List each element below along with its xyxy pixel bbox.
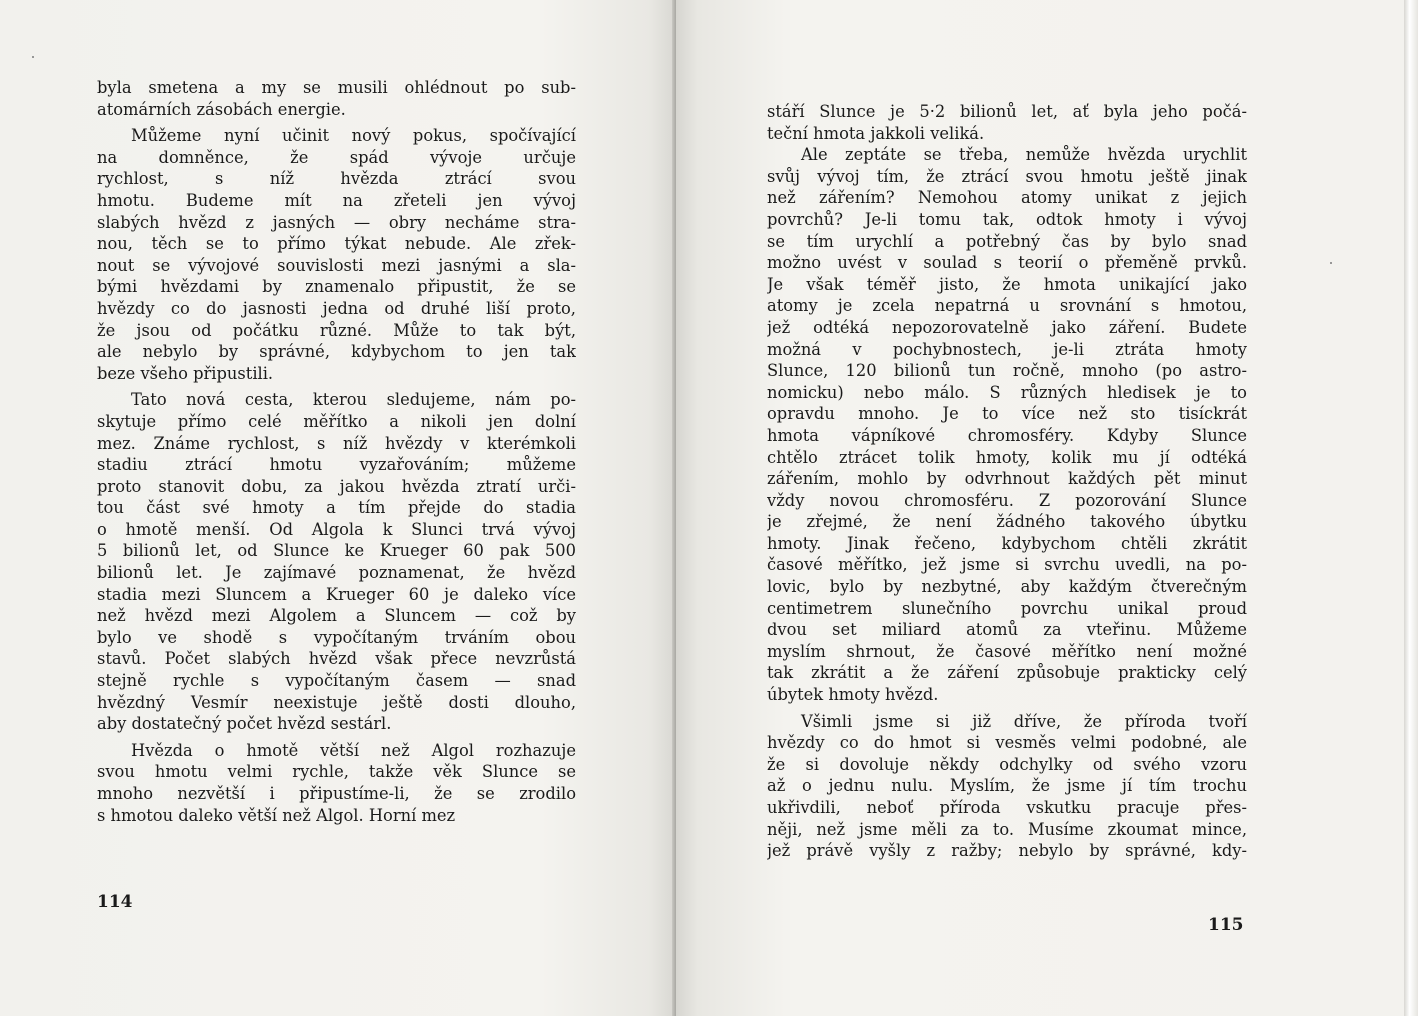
paper-speck [32, 56, 34, 58]
text-line: o hmotě menší. Od Algola k Slunci trvá vývoj [97, 519, 576, 539]
text-line: tak zkrátit a že záření způsobuje prakticky celý [767, 663, 1247, 683]
text-line: stáří Slunce je 5·2 bilionů let, ať byla jeho počá- [767, 102, 1247, 121]
text-line: beze všeho připustili. [97, 363, 274, 383]
text-line: Tato nová cesta, kterou sledujeme, nám po- [131, 390, 576, 410]
text-line: jež odtéká nepozorovatelně jako záření. Budete [767, 317, 1247, 337]
text-line: než hvězd mezi Algolem a Sluncem — což by [97, 606, 576, 626]
text-line: skytuje přímo celé měřítko a nikoli jen dolní [97, 411, 576, 431]
right-page-number: 115 [1208, 915, 1244, 935]
text-line: s hmotou daleko větší než Algol. Horní mez [97, 805, 456, 825]
left-page-text [97, 77, 576, 826]
text-line: svou hmotu velmi rychle, takže věk Slunce se [97, 762, 576, 782]
text-line: že si dovoluje někdy odchylky od svého vzoru [767, 754, 1247, 774]
text-line: lovic, bylo by nezbytné, aby každým čtverečným [767, 577, 1247, 597]
text-line: zářením, mohlo by odvrhnout každých pět minut [767, 469, 1247, 489]
right-page-text [767, 101, 1247, 862]
page-edge [1404, 0, 1418, 1016]
text-line: povrchů? Je-li tomu tak, odtok hmoty i vývoj [767, 209, 1247, 229]
text-line: 5 bilionů let, od Slunce ke Krueger 60 pak 500 [97, 541, 576, 561]
left-page-number: 114 [97, 892, 133, 912]
text-line: možná v pochybnostech, je-li ztráta hmoty [767, 339, 1247, 359]
text-line: tou část své hmoty a tím přejde do stadia [97, 498, 576, 518]
text-line: atomy je zcela nepatrná u srovnání s hmotou, [767, 296, 1247, 316]
text-line: bými hvězdami by znamenalo připustit, že se [97, 277, 576, 297]
text-line: vždy novou chromosféru. Z pozorování Slunce [767, 490, 1247, 510]
text-line: na domněnce, že spád vývoje určuje [97, 147, 576, 167]
text-line: byla smetena a my se musili ohlédnout po sub- [97, 78, 576, 97]
text-line: ukřivdili, neboť příroda vskutku pracuje přes- [767, 798, 1247, 817]
text-line: hvězdy co do hmot si vesměs velmi podobné, ale [767, 733, 1247, 753]
text-line: nou, těch se to přímo týkat nebude. Ale zřek- [97, 234, 576, 254]
paper-speck [1330, 262, 1332, 264]
text-line: Všimli jsme si již dříve, že příroda tvoří [801, 711, 1247, 731]
text-line: chtělo ztrácet tolik hmoty, kolik mu jí odtéká [767, 447, 1247, 467]
text-line: Je však téměř jisto, že hmota unikající jako [767, 274, 1247, 294]
text-line: nout se vývojové souvislosti mezi jasnými a sla- [97, 255, 576, 275]
text-line: myslím shrnout, že časové měřítko není možné [767, 641, 1247, 661]
text-line: svůj vývoj tím, že ztrácí svou hmotu ještě jinak [767, 166, 1247, 186]
text-line: než zářením? Nemohou atomy unikat z jejich [767, 188, 1247, 208]
text-line: stejně rychle s vypočítaným časem — snad [97, 671, 576, 691]
text-line: úbytek hmoty hvězd. [767, 685, 939, 705]
text-line: Můžeme nyní učinit nový pokus, spočívající [131, 126, 576, 146]
text-line: je zřejmé, že není žádného takového úbytku [767, 512, 1247, 532]
text-line: hmoty. Jinak řečeno, kdybychom chtěli zkrátit [767, 533, 1247, 553]
text-line: něji, než jsme měli za to. Musíme zkoumat mince, [767, 819, 1247, 839]
text-line: dvou set miliard atomů za vteřinu. Můžeme [767, 620, 1247, 640]
text-line: opravdu mnoho. Je to více než sto tisíckrát [767, 404, 1247, 424]
text-line: hvězdy co do jasnosti jedna od druhé liší proto, [97, 298, 576, 318]
text-line: bylo ve shodě s vypočítaným trváním obou [97, 627, 576, 647]
text-line: Hvězda o hmotě větší než Algol rozhazuje [131, 740, 576, 760]
text-line: se tím urychlí a potřebný čas by bylo snad [767, 231, 1247, 251]
text-line: aby dostatečný počet hvězd sestárl. [97, 714, 392, 734]
text-line: až o jednu nulu. Myslím, že jsme jí tím trochu [767, 776, 1247, 796]
text-line: proto stanovit dobu, za jakou hvězda ztratí urči- [97, 476, 576, 496]
left-page [0, 0, 676, 1016]
text-line: rychlost, s níž hvězda ztrácí svou [97, 169, 576, 189]
text-line: stadiu ztrácí hmotu vyzařováním; můžeme [97, 455, 576, 475]
text-line: možno uvést v soulad s teorií o přeměně prvků. [767, 253, 1247, 273]
text-line: hmotu. Budeme mít na zřeteli jen vývoj [97, 190, 576, 210]
text-line: teční hmota jakkoli veliká. [767, 123, 985, 143]
text-line: Ale zeptáte se třeba, nemůže hvězda urychlit [801, 145, 1247, 165]
text-line: ale nebylo by správné, kdybychom to jen tak [97, 342, 576, 362]
text-line: slabých hvězd z jasných — obry necháme stra- [97, 212, 576, 232]
text-line: bilionů let. Je zajímavé poznamenat, že hvězd [97, 563, 576, 583]
text-line: hvězdný Vesmír neexistuje ještě dosti dlouho, [97, 692, 576, 712]
text-line: nomicku) nebo málo. S různých hledisek je to [767, 382, 1247, 402]
text-line: mnoho nezvětší i připustíme-li, že se zrodilo [97, 784, 576, 803]
text-line: atomárních zásobách energie. [97, 99, 346, 119]
text-line: jež právě vyšly z ražby; nebylo by správné, kdy- [767, 841, 1247, 861]
text-line: Slunce, 120 bilionů tun ročně, mnoho (po astro- [767, 361, 1247, 381]
text-line: časové měřítko, jež jsme si svrchu uvedli, na po- [767, 555, 1247, 575]
text-line: že jsou od počátku různé. Může to tak být, [97, 320, 576, 340]
text-line: mez. Známe rychlost, s níž hvězdy v kterémkoli [97, 433, 576, 453]
text-line: centimetrem slunečního povrchu unikal proud [767, 598, 1247, 618]
text-line: hmota vápníkové chromosféry. Kdyby Slunce [767, 425, 1247, 445]
text-line: stavů. Počet slabých hvězd však přece nevzrůstá [97, 649, 576, 669]
text-line: stadia mezi Sluncem a Krueger 60 je daleko více [97, 584, 576, 604]
